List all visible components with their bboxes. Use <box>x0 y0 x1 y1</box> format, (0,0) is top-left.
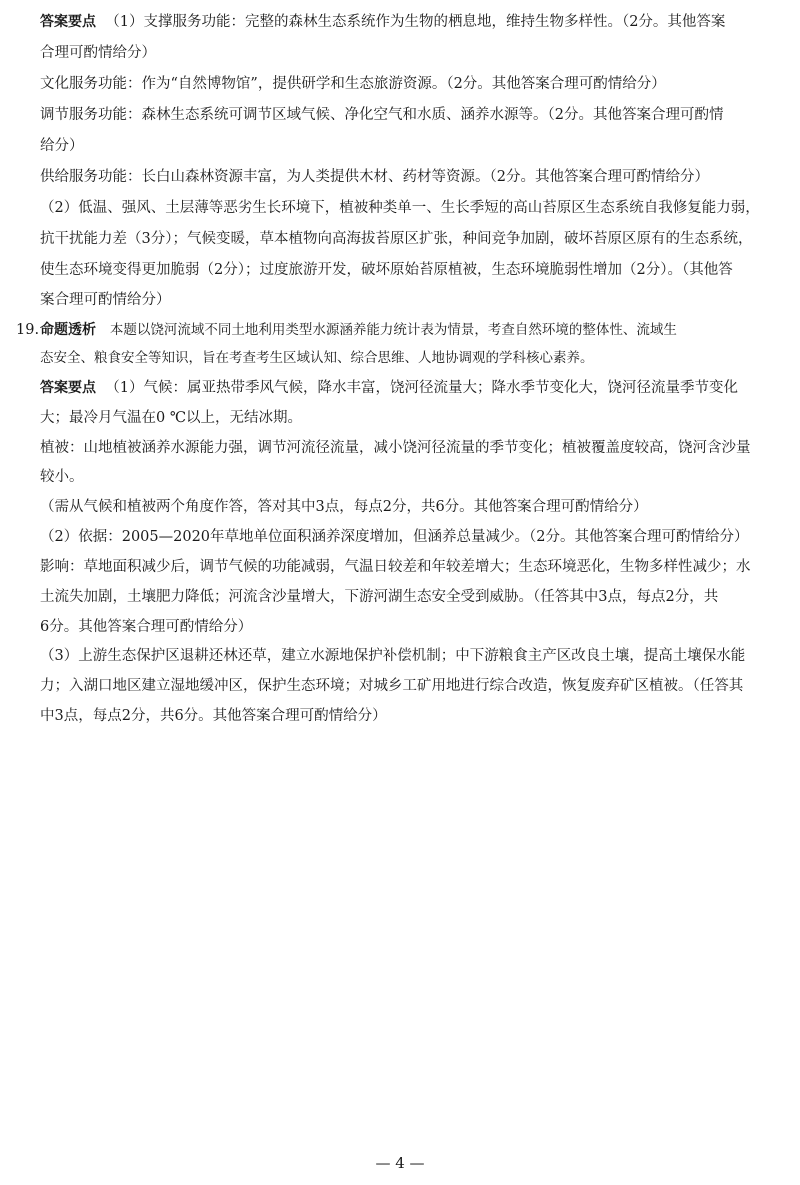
q19-answer-label: 答案要点 <box>40 380 96 396</box>
q18-answer-line-6: 供给服务功能：长白山森林资源丰富，为人类提供木材、药材等资源。（2分。其他答案合理可酌情给分） <box>40 169 709 185</box>
q19-analysis-line-2: 态安全、粮食安全等知识，旨在考查考生区域认知、综合思维、人地协调观的学科核心素养。 <box>40 350 594 366</box>
q18-answer-line-5: 给分） <box>40 138 84 154</box>
q18-text: （1）支撑服务功能：完整的森林生态系统作为生物的栖息地，维持生物多样性。（2分。其他答案 <box>105 14 726 30</box>
q19-answer-line-9: 6分。其他答案合理可酌情给分） <box>40 619 253 635</box>
q19-answer-line-2: 大；最冷月气温在0 ℃以上，无结冰期。 <box>40 410 303 426</box>
q19-analysis-line-1 <box>40 320 785 340</box>
q19-answer-line-11: 力；入湖口地区建立湿地缓冲区，保护生态环境；对城乡工矿用地进行综合改造，恢复废弃矿区植被。（任答其 <box>40 678 744 694</box>
q19-answer-line-6: （2）依据：2005—2020年草地单位面积涵养深度增加，但涵养总量减少。（2分。其他答案合理可酌情给分） <box>40 529 749 545</box>
q18-answer-line-8: 抗干扰能力差（3分）；气候变暖，草本植物向高海拔苔原区扩张，种间竞争加剧，破坏苔原区原有的生态系统， <box>40 231 753 247</box>
q19-answer-line-12: 中3点，每点2分，共6分。其他答案合理可酌情给分） <box>40 708 387 724</box>
q19-answer-line-1 <box>40 378 785 398</box>
q19-analysis-text: 本题以饶河流域不同土地利用类型水源涵养能力统计表为情景，考查自然环境的整体性、流域生 <box>109 322 677 338</box>
question-number: 19. <box>16 322 40 338</box>
q19-answer-line-5: （需从气候和植被两个角度作答，答对其中3点，每点2分，共6分。其他答案合理可酌情给分） <box>40 499 648 515</box>
q19-answer-line-4: 较小。 <box>40 469 84 485</box>
page-number: — 4 — <box>375 1154 425 1172</box>
q19-analysis-label: 命题透析 <box>40 322 96 338</box>
q18-answer-line-3: 文化服务功能：作为“自然博物馆”，提供研学和生态旅游资源。（2分。其他答案合理可酌情给分） <box>40 76 666 92</box>
q18-answer-line-10: 案合理可酌情给分） <box>40 292 171 308</box>
q19-answer-line-7: 影响：草地面积减少后，调节气候的功能减弱，气温日较差和年较差增大；生态环境恶化，生物多样性减少；水 <box>40 559 751 575</box>
q19-answer-text: （1）气候：属亚热带季风气候，降水丰富，饶河径流量大；降水季节变化大，饶河径流量季节变化 <box>105 380 738 396</box>
q19-answer-line-8: 土流失加剧，土壤肥力降低；河流含沙量增大，下游河湖生态安全受到威胁。（任答其中3点，每点2分，共 <box>40 589 719 605</box>
q18-answer-label: 答案要点 <box>40 14 96 30</box>
q19-answer-line-3: 植被：山地植被涵养水源能力强，调节河流径流量，减小饶河径流量的季节变化；植被覆盖度较高，饶河含沙量 <box>40 440 751 456</box>
q18-answer-line-4: 调节服务功能：森林生态系统可调节区域气候、净化空气和水质、涵养水源等。（2分。其他答案合理可酌情 <box>40 107 724 123</box>
q18-answer-line-1 <box>40 12 785 32</box>
q18-answer-line-7: （2）低温、强风、土层薄等恶劣生长环境下，植被种类单一、生长季短的高山苔原区生态系统自我修复能力弱， <box>40 200 760 216</box>
q19-answer-line-10: （3）上游生态保护区退耕还林还草，建立水源地保护补偿机制；中下游粮食主产区改良土壤，提高土壤保水能 <box>40 648 746 664</box>
q18-answer-line-2: 合理可酌情给分） <box>40 45 156 61</box>
q18-answer-line-9: 使生态环境变得更加脆弱（2分）；过度旅游开发，破坏原始苔原植被，生态环境脆弱性增加（2分）。（其他答 <box>40 262 733 278</box>
